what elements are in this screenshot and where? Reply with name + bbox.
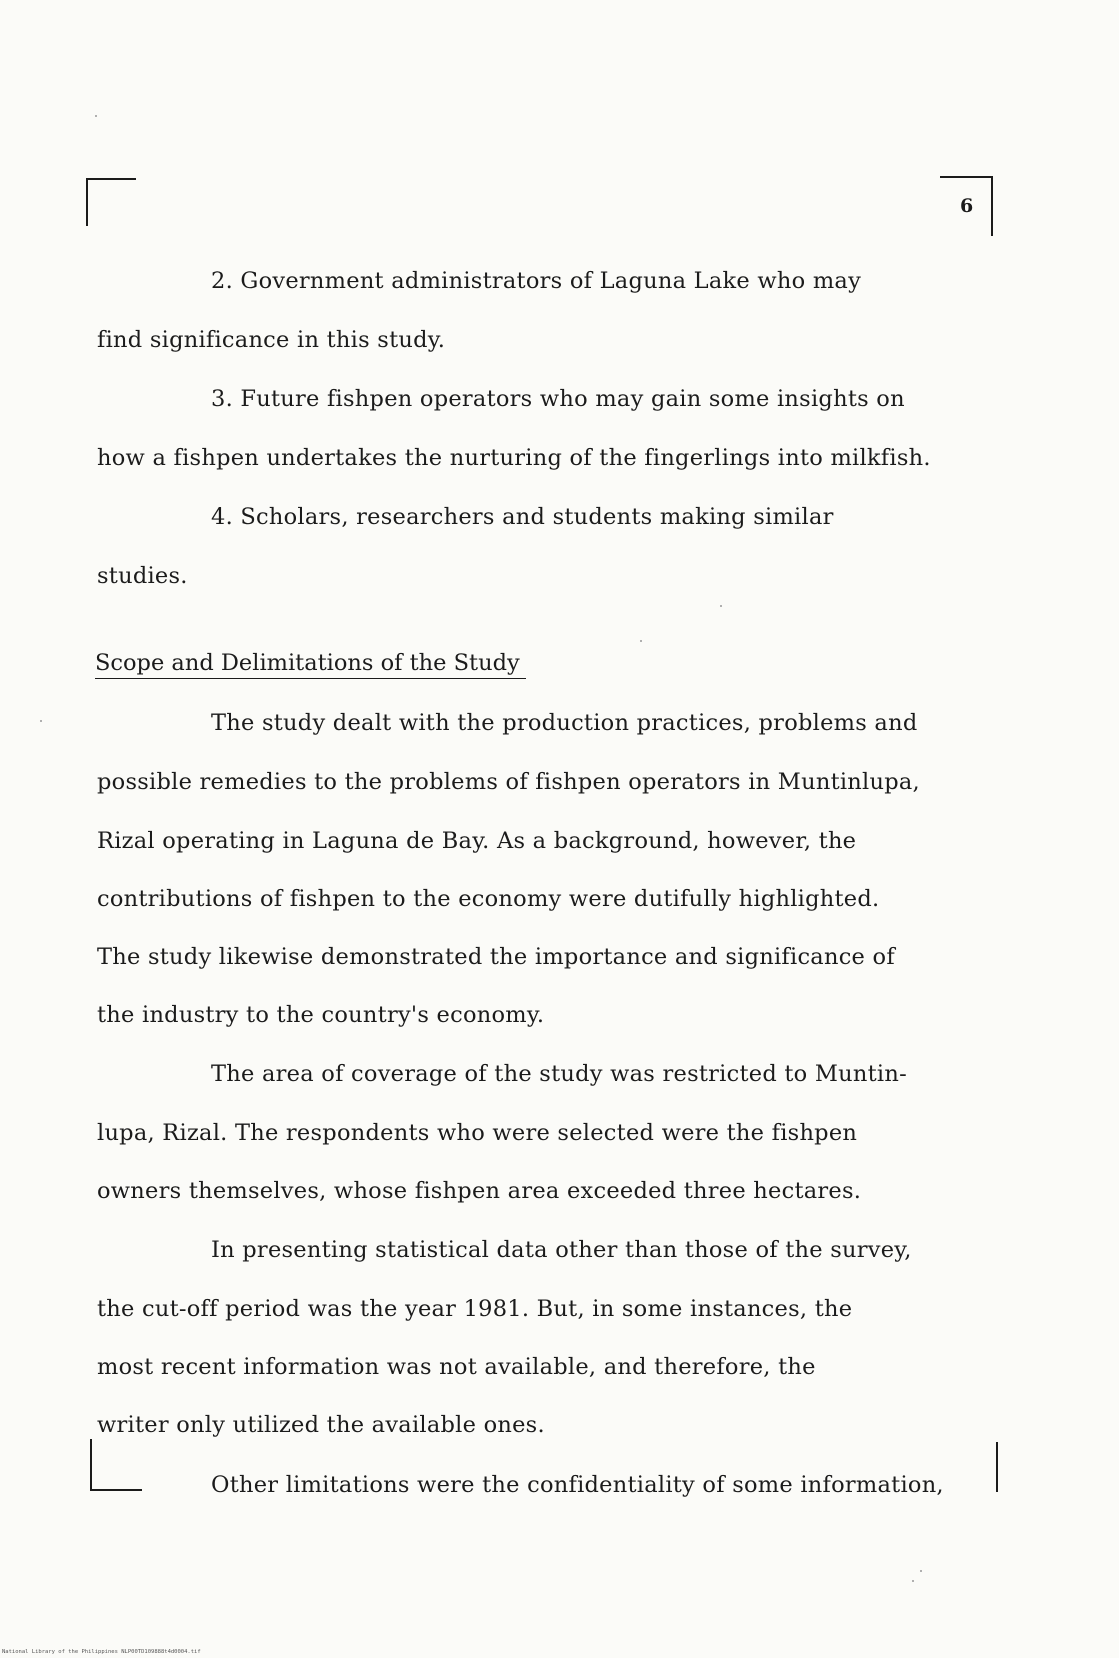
section-heading: Scope and Delimitations of the Study: [95, 648, 526, 679]
list-item-3-line-1: 3. Future fishpen operators who may gain some insights on: [211, 386, 905, 412]
list-item-2-line-2: find significance in this study.: [97, 327, 446, 353]
top-right-corner-mark-horizontal: [940, 176, 993, 178]
paragraph-3-line-1: In presenting statistical data other than those of the survey,: [211, 1237, 912, 1263]
scan-speck: [720, 605, 722, 607]
list-item-3-line-2: how a fishpen undertakes the nurturing of the fingerlings into milkfish.: [97, 445, 931, 471]
list-item-4-line-1: 4. Scholars, researchers and students making similar: [211, 504, 834, 530]
paragraph-2-line-1: The area of coverage of the study was restricted to Muntin-: [211, 1061, 907, 1087]
bottom-left-corner-mark-horizontal: [90, 1489, 142, 1491]
list-item-2-line-1: 2. Government administrators of Laguna Lake who may: [211, 268, 862, 294]
paragraph-2-line-2: lupa, Rizal. The respondents who were selected were the fishpen: [97, 1120, 858, 1146]
paragraph-1-line-3: Rizal operating in Laguna de Bay. As a background, however, the: [97, 828, 857, 854]
paragraph-1-line-1: The study dealt with the production practices, problems and: [211, 710, 918, 736]
scan-footer-note: National Library of the Philippines NLP00TD109888t4d0004.tif: [2, 1649, 201, 1655]
list-item-4-line-2: studies.: [97, 563, 188, 589]
scan-speck: [640, 640, 642, 642]
scan-speck: [912, 1580, 914, 1582]
paragraph-1-line-4: contributions of fishpen to the economy were dutifully highlighted.: [97, 886, 880, 912]
paragraph-1-line-2: possible remedies to the problems of fishpen operators in Muntinlupa,: [97, 769, 920, 795]
scan-speck: [40, 720, 42, 722]
paragraph-1-line-6: the industry to the country's economy.: [97, 1002, 545, 1028]
bottom-left-corner-mark-vertical: [90, 1439, 92, 1491]
top-right-corner-mark-vertical: [991, 176, 993, 236]
paragraph-3-line-4: writer only utilized the available ones.: [97, 1412, 545, 1438]
top-left-corner-mark-vertical: [86, 178, 88, 226]
paragraph-3-line-3: most recent information was not available, and therefore, the: [97, 1354, 816, 1380]
page-number: 6: [960, 195, 974, 217]
scan-speck: [95, 115, 97, 117]
paragraph-3-line-2: the cut-off period was the year 1981. But, in some instances, the: [97, 1296, 853, 1322]
top-left-corner-mark-horizontal: [86, 178, 136, 180]
paragraph-1-line-5: The study likewise demonstrated the importance and significance of: [97, 944, 895, 970]
scan-speck: [920, 1570, 922, 1572]
bottom-right-corner-mark-vertical: [996, 1442, 998, 1492]
paragraph-4-line-1: Other limitations were the confidentiality of some information,: [211, 1472, 944, 1498]
paragraph-2-line-3: owners themselves, whose fishpen area exceeded three hectares.: [97, 1178, 862, 1204]
